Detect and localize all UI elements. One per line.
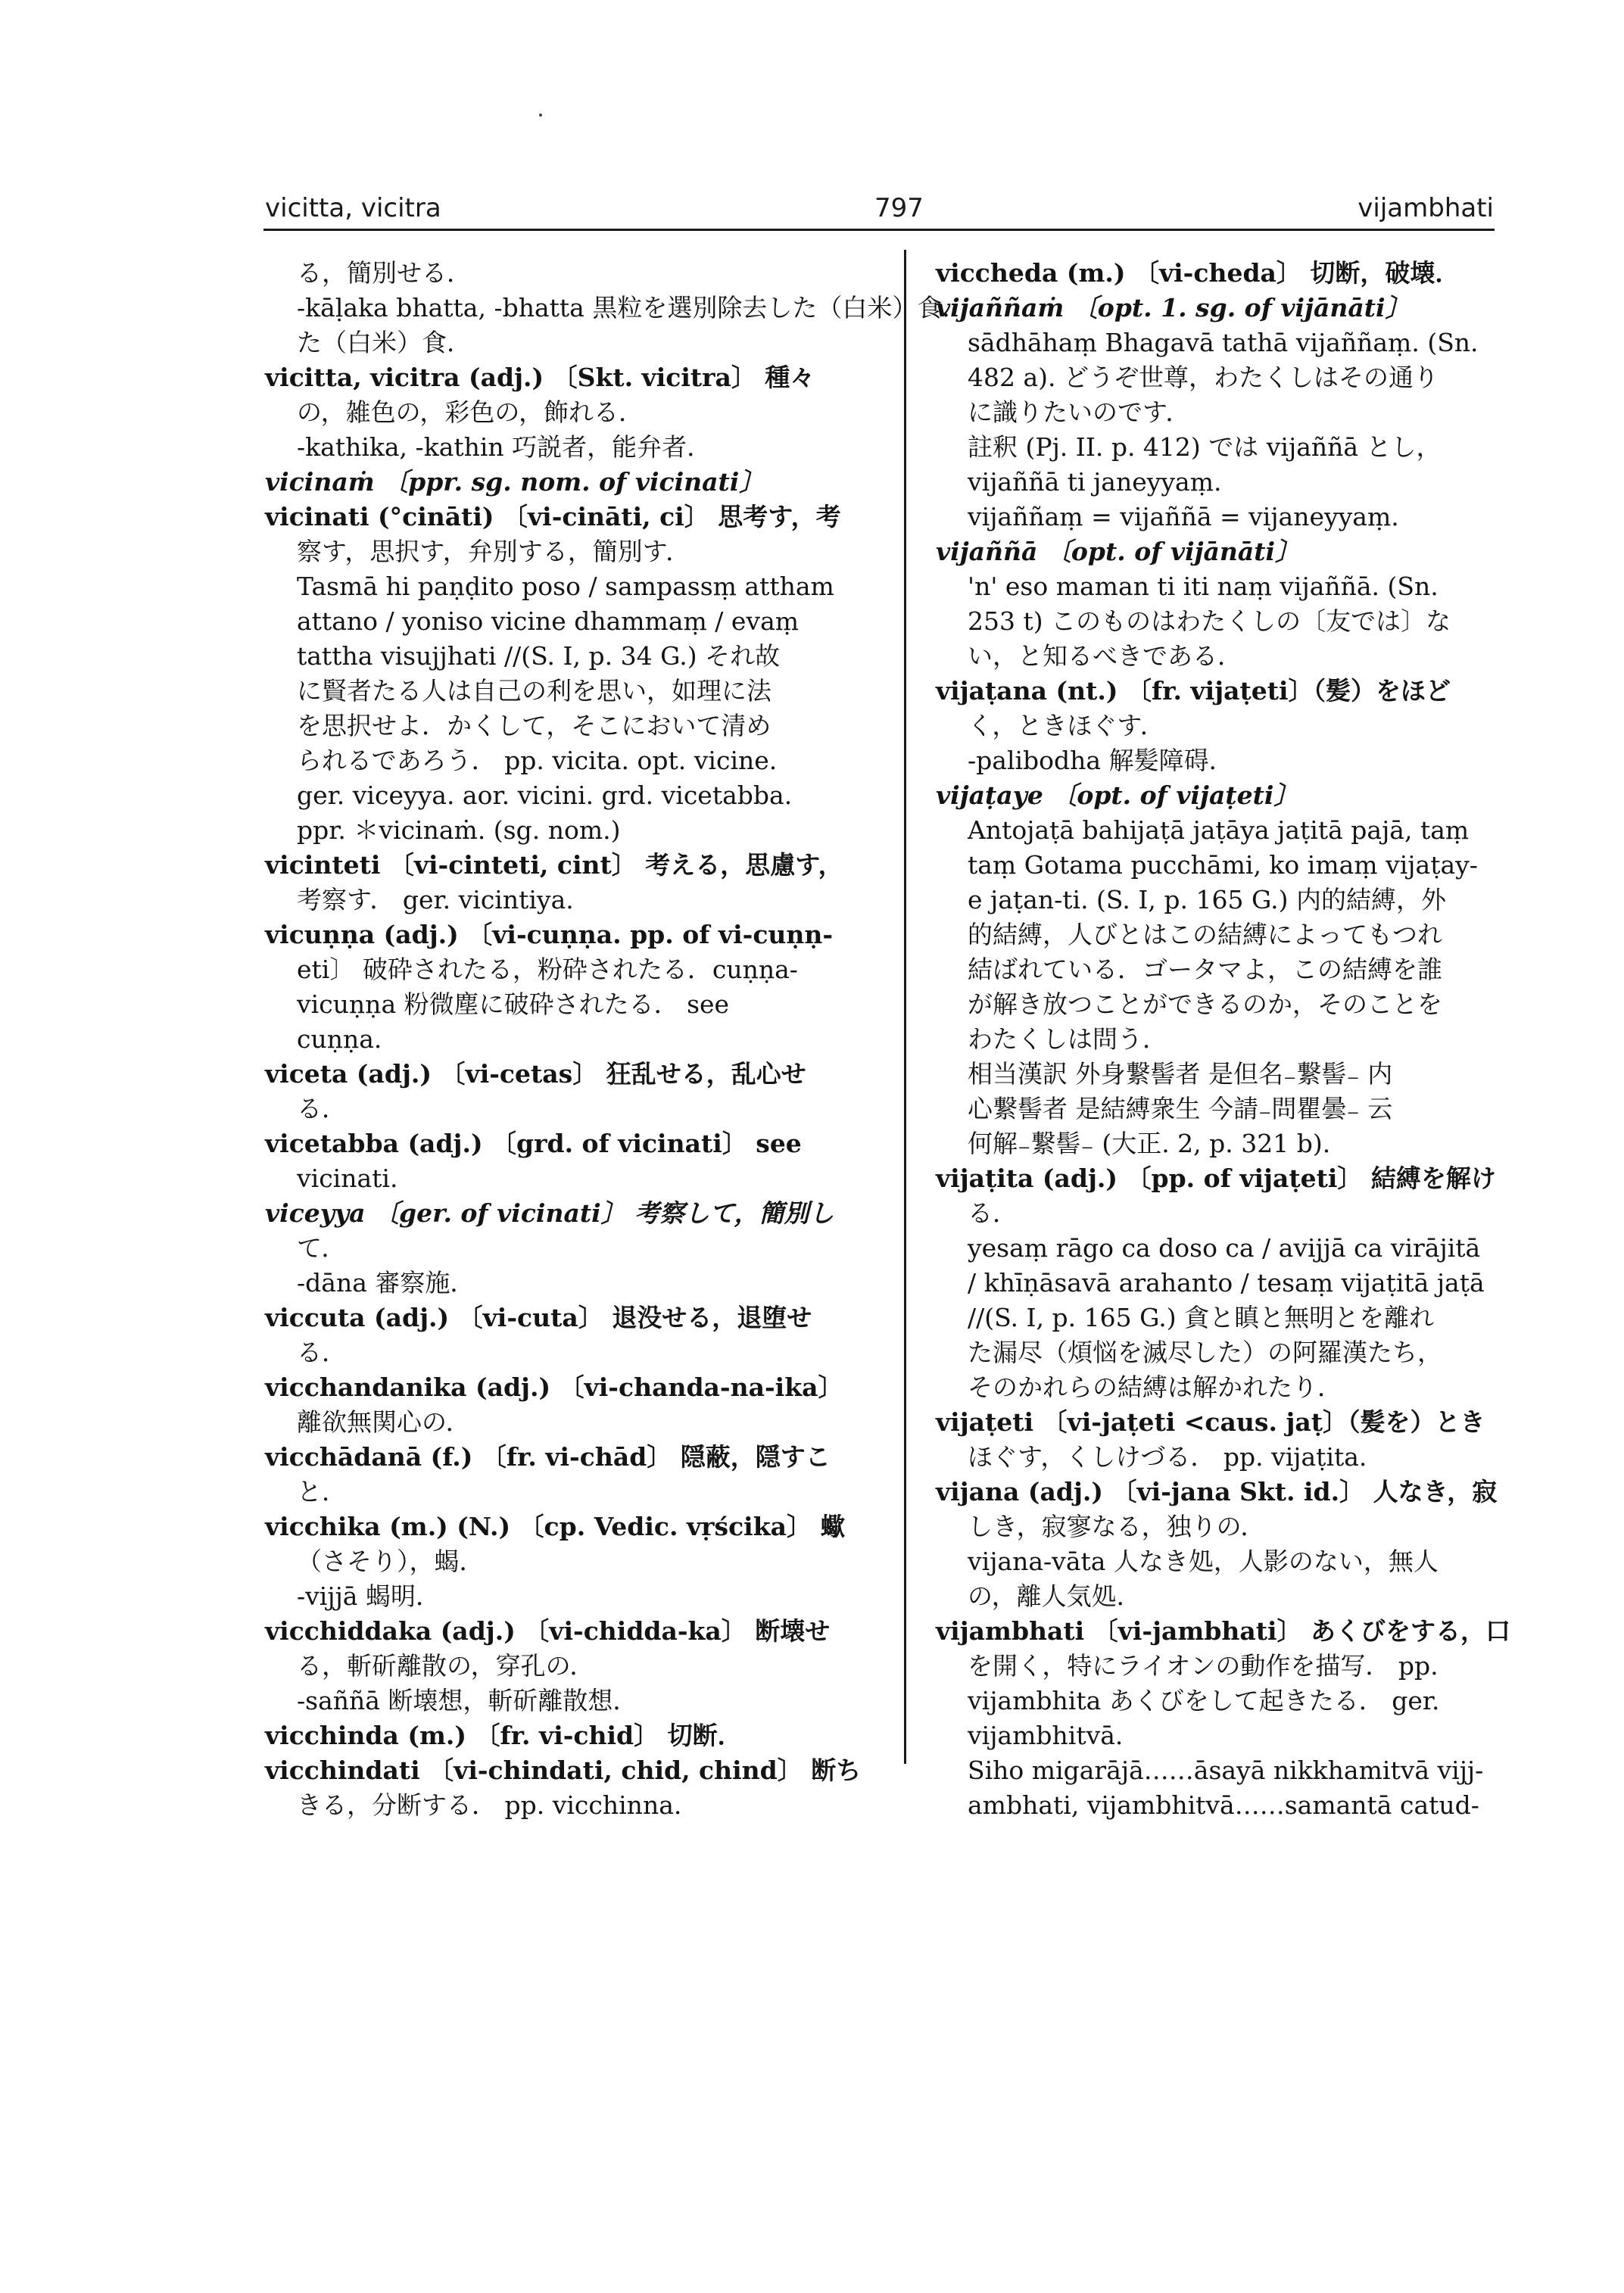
entry-line: 結ばれている．ゴータマよ，この結縛を誰 [968, 955, 1442, 984]
left-column [265, 256, 968, 1823]
entry-line: vicuṇṇa 粉微塵に破砕されたる． see [297, 989, 730, 1019]
entry-line: 考察す． ger. vicintiya. [297, 885, 574, 914]
entry-line: 482 a). どうぞ世尊，わたくしはその通り [968, 363, 1439, 392]
headword-line: vicinteti 〔vi-cinteti, cint〕 考える，思慮す， [265, 850, 843, 880]
entry-line: 253 t) このものはわたくしの〔友では〕な [968, 606, 1451, 636]
headword-line: vijaṭaye 〔opt. of vijaṭeti〕 [936, 780, 1299, 810]
headword-line: vicchindati 〔vi-chindati, chid, chind〕 断ち [265, 1756, 862, 1785]
entry-line: わたくしは問う． [968, 1024, 1167, 1054]
entry-line: が解き放つことができるのか，そのことを [968, 989, 1442, 1019]
entry-line: を開く，特にライオンの動作を描写． pp. [968, 1651, 1439, 1681]
right-column [936, 256, 1511, 1823]
entry-line: vijambhita あくびをして起きたる． ger. [968, 1686, 1440, 1715]
entry-line: tattha visujjhati //(S. I, p. 34 G.) それ故 [297, 641, 781, 671]
entry-line: て． [297, 1233, 347, 1263]
entry-line: 註釈 (Pj. II. p. 412) では vijaññā とし， [968, 432, 1442, 462]
headword-line: viccheda (m.) 〔vi-cheda〕 切断，破壊． [936, 258, 1460, 288]
entry-line: た（白米）食． [297, 328, 472, 357]
entry-line: attano / yoniso vicine dhammaṃ / evaṃ [297, 606, 800, 636]
headword-line: vijambhati 〔vi-jambhati〕 あくびをする，口 [936, 1616, 1511, 1646]
headword-line: vicchandanika (adj.) 〔vi-chanda-na-ika〕 [265, 1372, 843, 1402]
headword-line: vijaṭeti 〔vi-jaṭeti <caus. jaṭ〕（髪を）とき [936, 1407, 1485, 1437]
header-rule [263, 229, 1495, 231]
entry-line: ほぐす，くしけづる． pp. vijaṭita. [968, 1442, 1367, 1472]
headword-line: viceyya 〔ger. of vicinati〕 考察して，簡別し [265, 1198, 834, 1228]
headword-line: vijaññaṁ 〔opt. 1. sg. of vijānāti〕 [936, 293, 1410, 322]
headword-line: vicitta, vicitra (adj.) 〔Skt. vicitra〕 種々 [265, 363, 815, 392]
entry-line: （さそり），蝎． [297, 1547, 485, 1576]
entry-line: ger. viceyya. aor. vicini. grd. vicetabba. [297, 780, 793, 810]
entry-line: yesaṃ rāgo ca doso ca / avijjā ca virājitā [968, 1233, 1481, 1263]
headword-line: vicchika (m.) (N.) 〔cp. Vedic. vṛścika〕 蠍 [265, 1512, 846, 1541]
column-divider [904, 250, 906, 1764]
entry-line: eti〕 破砕されたる，粉砕されたる．cuṇṇa- [297, 955, 798, 984]
entry-line: cuṇṇa. [297, 1024, 382, 1054]
entry-line: -kathika, -kathin 巧説者，能弁者． [297, 432, 712, 462]
entry-line: 離欲無関心の． [297, 1407, 471, 1437]
entry-line: を思択せよ．かくして，そこにおいて清め [297, 711, 771, 740]
entry-line: vijaññaṃ = vijaññā = vijaneyyaṃ. [968, 502, 1399, 531]
entry-line: taṃ Gotama pucchāmi, ko imaṃ vijaṭay- [968, 850, 1478, 880]
entry-line: の，雑色の，彩色の，飾れる． [297, 397, 644, 427]
entry-line: と． [297, 1477, 347, 1506]
entry-line: る． [297, 1094, 347, 1123]
entry-line: られるであろう． pp. vicita. opt. vicine. [297, 746, 778, 775]
entry-line: 'n' eso maman ti iti naṃ vijaññā. (Sn. [968, 572, 1439, 601]
entry-line: vijambhitvā. [968, 1721, 1124, 1750]
entry-line: vijana-vāta 人なき処，人影のない，無人 [968, 1547, 1439, 1576]
entry-line: る． [968, 1198, 1018, 1228]
entry-line: -kāḷaka bhatta, -bhatta 黒粒を選別除去した（白米）食． [297, 293, 968, 322]
headword-line: vijana (adj.) 〔vi-jana Skt. id.〕 人なき，寂 [936, 1477, 1498, 1506]
entry-line: の，離人気処． [968, 1581, 1142, 1611]
entry-line: Siho migarājā……āsayā nikkhamitvā vijj- [968, 1756, 1484, 1785]
headword-line: vijaṭana (nt.) 〔fr. vijaṭeti〕（髪）をほど [936, 676, 1451, 706]
entry-line: -saññā 断壊想，斬斫離散想． [297, 1686, 638, 1715]
entry-line: e jaṭan-ti. (S. I, p. 165 G.) 内的結縛，外 [968, 885, 1446, 914]
entry-line: る，斬斫離散の，穿孔の． [297, 1651, 595, 1681]
entry-line: 的結縛，人びとはこの結縛によってもつれ [968, 920, 1442, 949]
headword-line: vicetabba (adj.) 〔grd. of vicinati〕 see [265, 1129, 802, 1158]
entry-line: vijaññā ti janeyyaṃ. [968, 467, 1222, 497]
entry-line: Antojaṭā bahijaṭā jaṭāya jaṭitā pajā, taṃ [968, 815, 1470, 845]
scan-speck [539, 114, 542, 117]
headword-line: vicchādanā (f.) 〔fr. vi-chād〕 隠蔽，隠すこ [265, 1442, 831, 1472]
entry-line: Tasmā hi paṇḍito poso / sampassṃ attham [297, 572, 834, 601]
running-head-right: vijambhati [1357, 193, 1494, 223]
entry-line: 察す，思択す，弁別する，簡別す． [297, 537, 691, 566]
entry-line: sādhāhaṃ Bhagavā tathā vijaññaṃ. (Sn. [968, 328, 1479, 357]
entry-line: る． [297, 1338, 347, 1367]
entry-line: -palibodha 解髪障碍． [968, 746, 1234, 775]
headword-line: vicchinda (m.) 〔fr. vi-chid〕 切断． [265, 1721, 743, 1750]
headword-line: vicuṇṇa (adj.) 〔vi-cuṇṇa. pp. of vi-cuṇṇ- [265, 920, 834, 949]
running-head-left: vicitta, vicitra [265, 193, 441, 223]
page-number: 797 [874, 193, 924, 223]
entry-line: 相当漢訳 外身繋髻者 是但名₋繋髻₋ 内 [968, 1059, 1393, 1089]
entry-line: -vijjā 蝎明． [297, 1581, 441, 1611]
entry-line: く，ときほぐす． [968, 711, 1165, 740]
entry-line: しき，寂寥なる，独りの． [968, 1512, 1266, 1541]
entry-line: に賢者たる人は自己の利を思い，如理に法 [297, 676, 771, 706]
entry-line: に識りたいのです． [968, 397, 1191, 427]
headword-line: vijaññā 〔opt. of vijānāti〕 [936, 537, 1301, 566]
entry-line: い，と知るべきである． [968, 641, 1242, 671]
entry-line: //(S. I, p. 165 G.) 貪と瞋と無明とを離れ [968, 1303, 1435, 1332]
entry-line: ambhati, vijambhitvā……samantā catud- [968, 1790, 1479, 1820]
entry-line: -dāna 審察施． [297, 1268, 475, 1298]
entry-line: vicinati. [297, 1164, 398, 1193]
headword-line: vicinaṁ 〔ppr. sg. nom. of vicinati〕 [265, 467, 765, 497]
headword-line: vicinati (°cināti) 〔vi-cināti, ci〕 思考す，考 [265, 502, 841, 531]
entry-line: た漏尽（煩悩を滅尽した）の阿羅漢たち， [968, 1338, 1442, 1367]
headword-line: vijaṭita (adj.) 〔pp. of vijaṭeti〕 結縛を解け [936, 1164, 1496, 1193]
headword-line: viccuta (adj.) 〔vi-cuta〕 退没せる，退堕せ [265, 1303, 812, 1332]
entry-line: 心繋髻者 是結縛衆生 今請₋問瞿曇₋ 云 [968, 1094, 1393, 1123]
entry-line: / khīṇāsavā arahanto / tesaṃ vijaṭitā jaṭā [968, 1268, 1485, 1298]
headword-line: vicchiddaka (adj.) 〔vi-chidda-ka〕 断壊せ [265, 1616, 831, 1646]
entry-line: きる，分断する． pp. vicchinna. [297, 1790, 682, 1820]
entry-line: そのかれらの結縛は解かれたり． [968, 1372, 1342, 1402]
entry-line: る，簡別せる． [297, 258, 472, 288]
entry-line: 何解₋繋髻₋ (大正. 2, p. 321 b). [968, 1129, 1331, 1158]
headword-line: viceta (adj.) 〔vi-cetas〕 狂乱せる，乱心せ [265, 1059, 806, 1089]
entry-line: ppr. ＊vicinaṁ. (sg. nom.) [297, 815, 621, 845]
